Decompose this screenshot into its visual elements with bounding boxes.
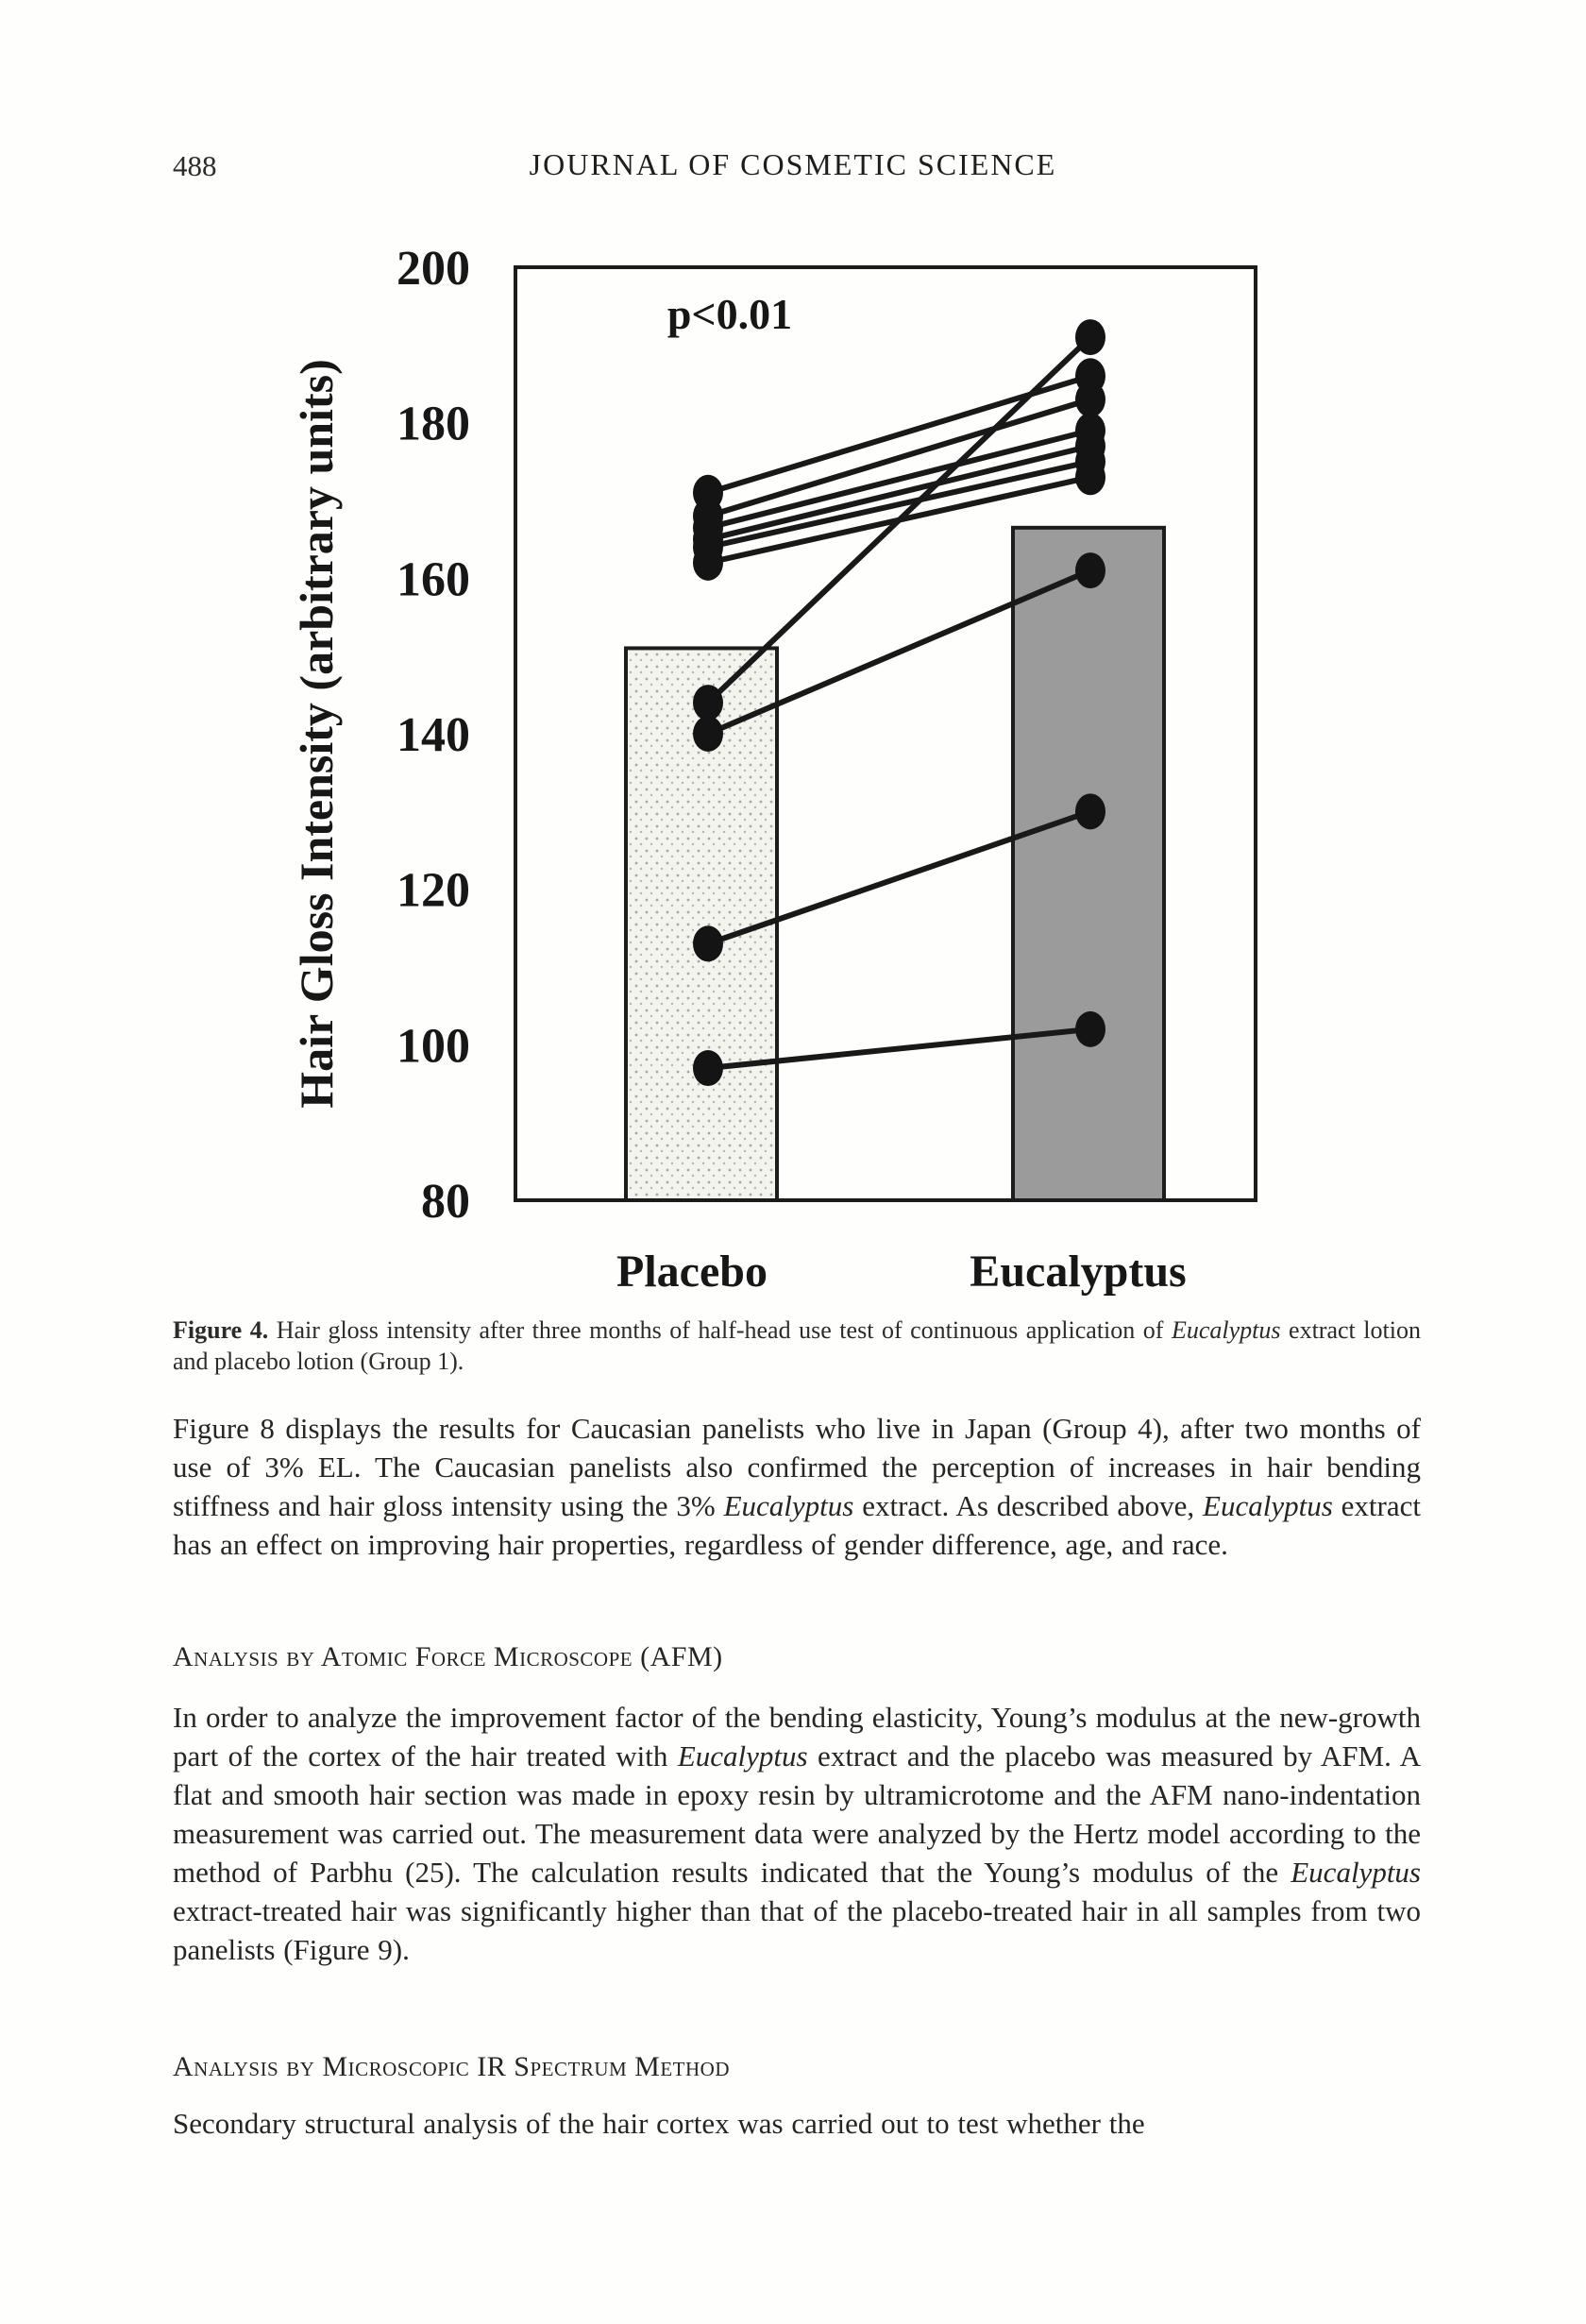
- point-eucalyptus-3: [1075, 319, 1105, 355]
- paragraph-text: Figure 8 displays the results for Caucasian panelists who live in Japan (Group 4), after two months of use of 3% EL. The Caucasian panelists also confirmed the perception of increases in hair bending stiffness and hair gloss intensity using the 3%: [173, 1412, 1421, 1522]
- caption-text: Hair gloss intensity after three months of half-head use test of continuous application of: [268, 1316, 1172, 1344]
- x-category-label-placebo: Placebo: [616, 1247, 768, 1297]
- point-placebo-9: [693, 475, 723, 511]
- y-tick-label: 200: [396, 242, 470, 296]
- paragraph-text: extract. As described above,: [853, 1489, 1204, 1522]
- y-tick-label: 180: [396, 397, 470, 451]
- x-category-label-eucalyptus: Eucalyptus: [970, 1247, 1187, 1297]
- pair-line-7: [708, 431, 1090, 528]
- point-eucalyptus-1: [1075, 793, 1105, 829]
- paragraph-afm-analysis: [173, 1698, 1421, 1969]
- y-tick-label: 100: [396, 1019, 470, 1074]
- figure-caption-label: Figure 4.: [173, 1316, 269, 1344]
- paragraph-ir-intro: Secondary structural analysis of the hair cortex was carried out to test whether the: [173, 2107, 1145, 2140]
- caption-italic-eucalyptus: Eucalyptus: [1171, 1316, 1281, 1344]
- paragraph-text: extract has an effect on improving hair properties, regardless of gender difference, age, and race.: [173, 1489, 1421, 1561]
- point-placebo-0: [693, 1050, 723, 1086]
- y-tick-label: 120: [396, 863, 470, 918]
- y-tick-label: 80: [421, 1175, 470, 1229]
- point-eucalyptus-2: [1075, 552, 1105, 588]
- section-heading-afm: Analysis by Atomic Force Microscope (AFM): [173, 1641, 723, 1672]
- p-value-annotation: p<0.01: [666, 290, 793, 338]
- chart-layer: [290, 242, 1256, 1297]
- section-heading-ir-spectrum: Analysis by Microscopic IR Spectrum Method: [173, 2051, 730, 2082]
- italic-eucalyptus: Eucalyptus: [1291, 1856, 1421, 1889]
- y-tick-label: 160: [396, 552, 470, 607]
- paragraph-text: extract and the placebo was measured by AFM. A flat and smooth hair section was made in epoxy resin by ultramicrotome and the AFM nano-indentation measurement was carried out. The measurement data were analyzed by the Hertz model according to the method of Parbhu (25). The calculation results indicated that the Young’s modulus of the: [173, 1739, 1421, 1889]
- caption-text: extract lotion and placebo lotion (Group 1).: [173, 1316, 1421, 1375]
- point-eucalyptus-7: [1075, 413, 1105, 449]
- point-eucalyptus-0: [1075, 1011, 1105, 1047]
- point-eucalyptus-9: [1075, 358, 1105, 394]
- point-placebo-1: [693, 925, 723, 961]
- paragraph-text: extract-treated hair was significantly higher than that of the placebo-treated hair in all samples from two panelists (Figure 9).: [173, 1894, 1421, 1966]
- point-placebo-2: [693, 716, 723, 752]
- italic-eucalyptus: Eucalyptus: [677, 1739, 808, 1773]
- paragraph-text: In order to analyze the improvement factor of the bending elasticity, Young’s modulus at the new-growth part of the cortex of the hair treated with: [173, 1701, 1421, 1773]
- paragraph-group4-results: [173, 1409, 1421, 1564]
- point-placebo-3: [693, 685, 723, 721]
- journal-header: JOURNAL OF COSMETIC SCIENCE: [529, 147, 1057, 181]
- page-number: 488: [173, 149, 217, 182]
- italic-eucalyptus: Eucalyptus: [1203, 1489, 1333, 1522]
- italic-eucalyptus: Eucalyptus: [723, 1489, 854, 1522]
- bar-eucalyptus: [1013, 528, 1164, 1200]
- y-tick-label: 140: [396, 708, 470, 762]
- figure-caption: [173, 1315, 1421, 1377]
- y-axis-title: Hair Gloss Intensity (arbitrary units): [290, 359, 343, 1109]
